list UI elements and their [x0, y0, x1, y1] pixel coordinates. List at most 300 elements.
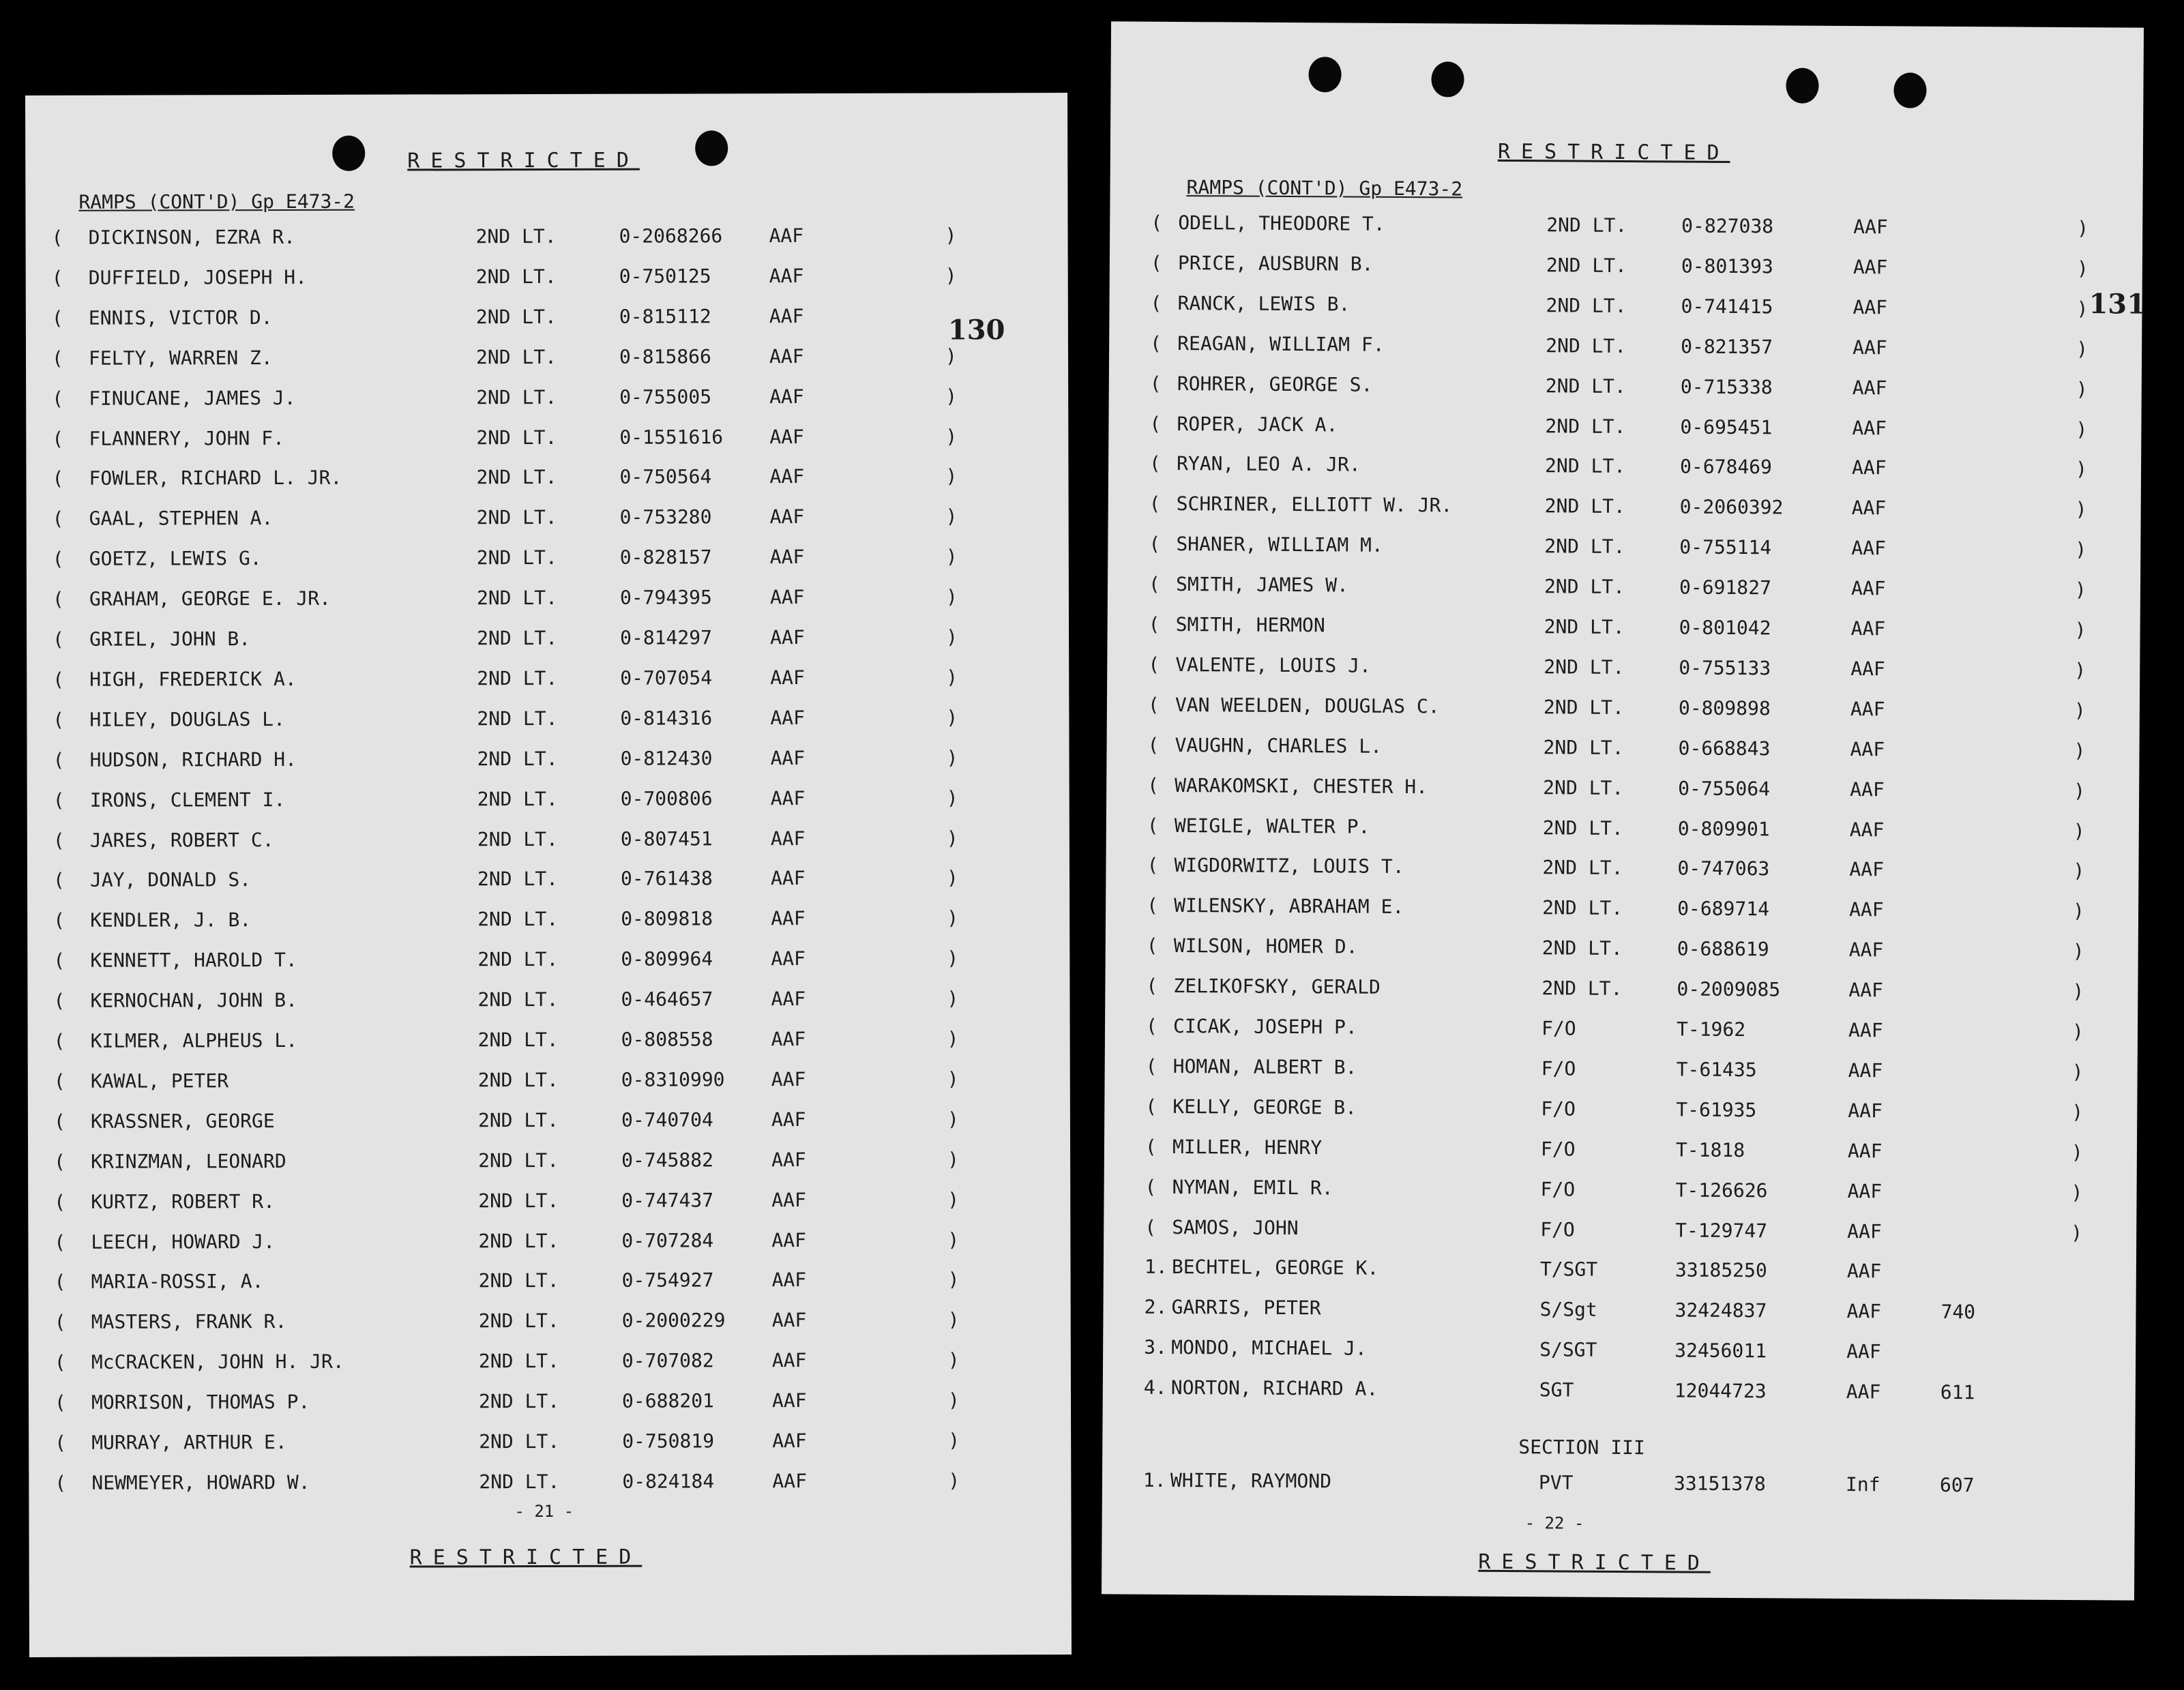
roster-serial: 0-750819: [622, 1429, 715, 1453]
roster-row: [28, 1228, 1070, 1258]
roster-unit: AAF: [1848, 979, 1884, 1002]
roster-row: [1109, 291, 2142, 325]
roster-close: ): [947, 1067, 959, 1091]
roster-rank: 2ND LT.: [475, 224, 557, 248]
roster-open: 3.: [1144, 1335, 1168, 1359]
roster-unit: AAF: [1853, 216, 1888, 239]
roster-unit: AAF: [1851, 496, 1887, 520]
roster-name: WEIGLE, WALTER P.: [1174, 814, 1370, 838]
roster-name: MONDO, MICHAEL J.: [1171, 1336, 1367, 1360]
roster-open: (: [1145, 1175, 1157, 1198]
roster-name: GRIEL, JOHN B.: [89, 627, 251, 651]
roster-open: (: [52, 427, 64, 450]
roster-unit: AAF: [1850, 697, 1885, 721]
page-footer: RESTRICTED: [409, 1545, 643, 1570]
roster-serial: 0-695451: [1680, 415, 1773, 439]
roster-rank: 2ND LT.: [478, 1148, 559, 1172]
roster-close: ): [947, 987, 959, 1010]
section-heading: SECTION III: [1518, 1436, 1645, 1459]
roster-open: (: [1147, 814, 1159, 837]
roster-close: ): [947, 1308, 960, 1331]
roster-unit: AAF: [1848, 938, 1884, 962]
roster-row: [1106, 733, 2139, 767]
roster-open: (: [1145, 1095, 1157, 1118]
roster-unit: AAF: [1852, 416, 1887, 439]
roster-row: [29, 1348, 1071, 1378]
roster-unit: AAF: [772, 1469, 807, 1493]
roster-row: [1108, 452, 2141, 486]
roster-close: ): [947, 1188, 960, 1211]
roster-open: (: [55, 1431, 67, 1454]
roster-unit: AAF: [769, 505, 805, 529]
right-page: [1102, 21, 2144, 1600]
roster-unit: AAF: [1850, 737, 1885, 761]
roster-close: ): [947, 1348, 960, 1372]
roster-open: 1.: [1144, 1256, 1168, 1279]
roster-serial: 0-755005: [619, 385, 712, 409]
roster-serial: 0-807451: [620, 827, 713, 850]
roster-rank: 2ND LT.: [479, 1429, 560, 1453]
roster-row: [27, 987, 1069, 1017]
roster-serial: 0-464657: [621, 988, 713, 1011]
roster-rank: 2ND LT.: [477, 666, 558, 690]
roster-unit: AAF: [771, 1108, 806, 1131]
roster-row: [1106, 773, 2139, 807]
roster-close: ): [947, 906, 959, 930]
roster-serial: 0-689714: [1677, 897, 1770, 921]
punch-hole: [1786, 68, 1818, 103]
roster-serial: 0-815866: [619, 345, 711, 368]
roster-row: [1108, 412, 2141, 445]
page-header: RESTRICTED: [407, 148, 640, 173]
roster-row: [1108, 572, 2140, 606]
roster-close: ): [945, 224, 957, 247]
roster-row: [28, 1027, 1070, 1057]
roster-serial: 0-755133: [1679, 656, 1771, 680]
roster-row: [27, 906, 1069, 936]
roster-serial: 0-747437: [621, 1188, 714, 1212]
roster-rank: F/O: [1540, 1137, 1576, 1161]
roster-name: JARES, ROBERT C.: [89, 828, 274, 852]
roster-unit: AAF: [771, 1349, 807, 1372]
roster-row: [27, 545, 1069, 575]
roster-unit: AAF: [1849, 898, 1884, 921]
punch-hole: [1431, 61, 1464, 97]
roster-unit: AAF: [1850, 777, 1885, 801]
roster-row: [29, 1469, 1071, 1499]
roster-close: ): [948, 1429, 960, 1452]
roster-open: (: [53, 869, 65, 892]
roster-serial: 0-700806: [620, 786, 713, 810]
roster-open: (: [54, 1230, 66, 1254]
roster-close: ): [946, 706, 958, 729]
roster-name: SAMOS, JOHN: [1172, 1215, 1299, 1239]
roster-row: [29, 1308, 1071, 1338]
roster-row: [1103, 1376, 2136, 1409]
roster-name: GRAHAM, GEORGE E. JR.: [89, 587, 331, 610]
roster-row: [27, 706, 1069, 736]
roster-rank: 2ND LT.: [476, 506, 557, 529]
roster-unit: AAF: [1847, 1139, 1883, 1163]
roster-serial: 0-809901: [1677, 816, 1770, 840]
roster-close: ): [2073, 819, 2085, 842]
roster-row: [1109, 331, 2142, 365]
roster-rank: 2ND LT.: [476, 546, 557, 569]
roster-serial: 0-715338: [1680, 375, 1773, 398]
roster-row: [1104, 1095, 2137, 1128]
roster-rank: 2ND LT.: [1542, 856, 1623, 880]
roster-close: ): [2075, 458, 2088, 481]
roster-name: KILMER, ALPHEUS L.: [90, 1028, 298, 1052]
roster-row: [27, 505, 1069, 535]
roster-row: [27, 866, 1069, 896]
roster-row: [1106, 814, 2139, 847]
roster-rank: S/Sgt: [1539, 1298, 1597, 1322]
roster-unit: AAF: [1846, 1260, 1882, 1283]
roster-close: ): [2071, 1060, 2084, 1084]
roster-row: [1104, 1256, 2136, 1289]
roster-row: [27, 827, 1069, 857]
roster-unit: AAF: [1850, 617, 1886, 640]
roster-serial: 0-754927: [621, 1269, 714, 1292]
roster-row: [26, 464, 1068, 494]
roster-rank: 2ND LT.: [478, 1309, 559, 1333]
roster-name: GARRIS, PETER: [1171, 1296, 1321, 1320]
roster-rank: 2ND LT.: [477, 827, 558, 850]
roster-close: ): [947, 1228, 960, 1251]
roster-close: ): [946, 786, 958, 810]
roster-row: [1104, 1175, 2136, 1209]
roster-serial: 0-827038: [1681, 214, 1774, 238]
roster-open: (: [51, 226, 63, 249]
roster-name: ROPER, JACK A.: [1177, 412, 1338, 436]
roster-open: (: [52, 467, 64, 490]
roster-unit: AAF: [771, 1309, 807, 1332]
roster-name: SCHRINER, ELLIOTT W. JR.: [1176, 492, 1453, 517]
roster-unit: AAF: [1846, 1300, 1882, 1323]
roster-open: (: [1149, 452, 1162, 475]
roster-row: [1103, 1336, 2136, 1369]
roster-unit: AAF: [770, 867, 806, 890]
roster-close: ): [2076, 337, 2089, 360]
roster-name: KENDLER, J. B.: [90, 908, 252, 932]
roster-close: ): [2074, 739, 2086, 762]
roster-rank: 2ND LT.: [1544, 655, 1625, 679]
roster-name: FINUCANE, JAMES J.: [89, 386, 296, 410]
roster-name: VALENTE, LOUIS J.: [1175, 653, 1371, 677]
roster-open: (: [1149, 412, 1162, 435]
roster-close: ): [2075, 498, 2087, 521]
roster-serial: 0-814297: [620, 626, 712, 649]
margin-page-number: 131: [2089, 288, 2146, 321]
roster-unit: AAF: [1852, 376, 1887, 399]
roster-rank: 2ND LT.: [475, 265, 557, 288]
roster-open: (: [51, 266, 63, 289]
roster-name: KURTZ, ROBERT R.: [91, 1189, 276, 1213]
roster-rank: 2ND LT.: [1544, 494, 1625, 518]
roster-name: FELTY, WARREN Z.: [88, 346, 273, 370]
roster-open: (: [53, 989, 65, 1012]
roster-name: ODELL, THEODORE T.: [1178, 211, 1385, 235]
roster-unit: AAF: [1848, 1019, 1883, 1042]
roster-unit: AAF: [771, 1228, 807, 1251]
roster-open: (: [1148, 653, 1160, 676]
roster-row: [1105, 1054, 2138, 1088]
roster-open: (: [53, 1029, 65, 1052]
roster-row: [1106, 854, 2138, 887]
roster-serial: T-1962: [1676, 1018, 1746, 1041]
roster-serial: 32456011: [1674, 1339, 1767, 1363]
roster-open: (: [1150, 251, 1162, 274]
roster-rank: 2ND LT.: [1544, 575, 1625, 599]
roster-name: MURRAY, ARTHUR E.: [91, 1431, 287, 1454]
roster-unit: AAF: [769, 546, 805, 569]
roster-row: [1108, 492, 2141, 526]
roster-row: [27, 947, 1069, 977]
roster-open: (: [1151, 211, 1163, 234]
roster-name: KERNOCHAN, JOHN B.: [90, 989, 297, 1012]
roster-row: [1106, 894, 2138, 928]
roster-close: ): [947, 1148, 959, 1171]
roster-serial: T-126626: [1675, 1178, 1768, 1202]
roster-rank: 2ND LT.: [478, 1390, 560, 1413]
roster-row: [29, 1268, 1071, 1298]
roster-unit: AAF: [1850, 577, 1886, 600]
roster-unit: AAF: [770, 626, 805, 649]
roster-serial: T-61435: [1676, 1058, 1757, 1082]
roster-unit: AAF: [771, 988, 806, 1011]
roster-rank: 2ND LT.: [1544, 535, 1625, 559]
roster-rank: 2ND LT.: [1545, 374, 1626, 398]
roster-serial: 0-755064: [1678, 777, 1771, 800]
roster-unit: AAF: [769, 465, 805, 488]
roster-row: [1105, 974, 2138, 1007]
roster-serial: 0-707284: [621, 1228, 714, 1252]
group-heading: RAMPS (CONT'D) Gp E473-2: [1186, 176, 1463, 201]
roster-serial: 0-753280: [619, 505, 712, 529]
roster-rank: 2ND LT.: [476, 426, 557, 449]
roster-unit: AAF: [769, 425, 804, 448]
roster-row: [28, 1108, 1070, 1138]
roster-name: REAGAN, WILLIAM F.: [1177, 331, 1385, 356]
roster-open: (: [1145, 1054, 1157, 1078]
roster-name: ROHRER, GEORGE S.: [1177, 372, 1373, 396]
roster-serial: 0-741415: [1681, 295, 1773, 318]
roster-close: ): [945, 585, 958, 608]
roster-serial: 0-824184: [622, 1470, 715, 1493]
roster-open: (: [1145, 1014, 1158, 1037]
roster-serial: 0-747063: [1677, 857, 1770, 880]
roster-rank: 2ND LT.: [1544, 454, 1626, 478]
roster-serial: 0-801042: [1679, 616, 1771, 640]
roster-rank: 2ND LT.: [1541, 977, 1623, 1000]
roster-unit: AAF: [771, 1028, 806, 1051]
roster-serial: 0-8310990: [621, 1068, 725, 1091]
roster-name: MILLER, HENRY: [1172, 1135, 1323, 1159]
roster-unit: AAF: [1846, 1380, 1881, 1404]
roster-serial: 0-707054: [620, 666, 713, 690]
roster-name: WILENSKY, ABRAHAM E.: [1174, 894, 1404, 919]
roster-serial: 0-745882: [621, 1148, 713, 1172]
roster-name: HILEY, DOUGLAS L.: [89, 707, 286, 731]
roster-open: (: [54, 1190, 66, 1213]
roster-rank: S/SGT: [1539, 1338, 1597, 1361]
roster-unit: AAF: [772, 1429, 807, 1453]
roster-row: [1105, 1014, 2138, 1048]
roster-rank: 2ND LT.: [478, 1229, 559, 1252]
roster-close: ): [2074, 698, 2086, 722]
roster-open: (: [1148, 612, 1160, 636]
roster-open: (: [53, 1069, 65, 1093]
roster-rank: 2ND LT.: [477, 787, 558, 810]
roster-row: [26, 264, 1068, 294]
roster-name: GAAL, STEPHEN A.: [89, 507, 274, 531]
roster-serial: 33185250: [1674, 1258, 1767, 1282]
roster-row: [27, 746, 1069, 776]
roster-name: HOMAN, ALBERT B.: [1172, 1054, 1357, 1079]
roster-open: (: [52, 387, 64, 410]
roster-open: (: [53, 788, 65, 812]
roster-close: ): [2071, 1100, 2084, 1123]
roster-row: [29, 1429, 1071, 1459]
roster-row: [1106, 934, 2138, 968]
roster-open: 4.: [1143, 1376, 1167, 1399]
roster-rank: 2ND LT.: [477, 1108, 559, 1132]
page-number: - 22 -: [1524, 1513, 1584, 1533]
roster-open: (: [52, 507, 64, 531]
roster-open: (: [1148, 572, 1160, 595]
roster-name: WILSON, HOMER D.: [1173, 934, 1358, 958]
roster-name: KRINZMAN, LEONARD: [91, 1149, 286, 1173]
roster-unit: AAF: [1850, 657, 1885, 681]
punch-hole: [695, 130, 728, 166]
roster-close: ): [2073, 900, 2085, 923]
roster-unit: AAF: [1848, 1099, 1883, 1123]
roster-serial: T-129747: [1675, 1218, 1768, 1242]
roster-extra: 740: [1940, 1301, 1976, 1324]
roster-open: (: [52, 587, 64, 610]
roster-serial: 0-815112: [619, 305, 711, 328]
roster-name: ZELIKOFSKY, GERALD: [1173, 975, 1381, 998]
roster-name: SMITH, JAMES W.: [1175, 573, 1348, 597]
roster-serial: 0-668843: [1678, 737, 1771, 760]
roster-serial: 0-809818: [621, 907, 713, 931]
roster-unit: AAF: [770, 746, 806, 769]
roster-serial: 33151378: [1673, 1472, 1766, 1496]
roster-open: (: [51, 306, 63, 329]
roster-row: [1110, 211, 2142, 244]
roster-name: MORRISON, THOMAS P.: [91, 1391, 310, 1414]
roster-row: [1107, 653, 2140, 686]
roster-rank: 2ND LT.: [1542, 896, 1623, 920]
roster-name: WIGDORWITZ, LOUIS T.: [1174, 854, 1404, 878]
roster-row: [1102, 1468, 2135, 1502]
roster-rank: 2ND LT.: [1543, 775, 1624, 799]
roster-row: [1104, 1135, 2137, 1168]
roster-name: MARIA-ROSSI, A.: [91, 1270, 264, 1294]
roster-open: (: [1147, 693, 1160, 716]
roster-open: (: [51, 346, 63, 370]
roster-unit: AAF: [771, 1148, 806, 1171]
roster-open: (: [1147, 854, 1159, 877]
roster-close: ): [945, 505, 958, 528]
roster-open: (: [52, 548, 64, 571]
roster-rank: 2ND LT.: [478, 1269, 559, 1292]
roster-close: ): [2071, 1221, 2083, 1244]
roster-unit: AAF: [1847, 1179, 1883, 1202]
roster-open: (: [1149, 372, 1162, 395]
roster-name: DICKINSON, EZRA R.: [88, 225, 296, 249]
roster-open: (: [53, 627, 64, 651]
roster-name: HIGH, FREDERICK A.: [89, 667, 297, 691]
roster-serial: 0-809898: [1678, 696, 1771, 720]
roster-close: ): [945, 344, 957, 368]
page-header: RESTRICTED: [1497, 139, 1730, 165]
roster-open: (: [54, 1271, 66, 1294]
roster-name: SMITH, HERMON: [1175, 612, 1325, 637]
roster-rank: 2ND LT.: [477, 1068, 559, 1092]
roster-unit: AAF: [770, 666, 805, 690]
roster-unit: AAF: [1853, 336, 1887, 359]
roster-row: [26, 224, 1068, 254]
roster-rank: 2ND LT.: [477, 707, 558, 730]
roster-unit: AAF: [770, 706, 806, 729]
margin-page-number: 130: [947, 314, 1005, 346]
roster-rank: 2ND LT.: [477, 988, 559, 1011]
roster-rank: 2ND LT.: [1541, 936, 1623, 960]
roster-close: ): [2077, 217, 2089, 240]
punch-hole: [1308, 57, 1341, 92]
roster-name: VAUGHN, CHARLES L.: [1175, 733, 1383, 758]
roster-name: KRASSNER, GEORGE: [90, 1109, 275, 1133]
roster-unit: AAF: [770, 786, 806, 810]
roster-unit: AAF: [1851, 456, 1887, 479]
roster-unit: AAF: [771, 907, 806, 930]
roster-open: (: [53, 1110, 65, 1133]
roster-serial: T-1818: [1675, 1138, 1745, 1161]
roster-name: ENNIS, VICTOR D.: [88, 306, 273, 329]
roster-rank: 2ND LT.: [478, 1189, 559, 1212]
roster-row: [1107, 693, 2140, 726]
roster-serial: 0-794395: [619, 586, 712, 609]
roster-rank: SGT: [1539, 1378, 1574, 1402]
roster-rank: 2ND LT.: [1544, 615, 1625, 639]
roster-rank: 2ND LT.: [1543, 735, 1624, 759]
roster-unit: AAF: [1849, 818, 1885, 841]
roster-rank: 2ND LT.: [1545, 414, 1626, 438]
roster-serial: 0-678469: [1679, 455, 1773, 479]
roster-rank: F/O: [1541, 1017, 1576, 1040]
roster-serial: 0-2068266: [619, 224, 723, 248]
roster-open: 1.: [1142, 1468, 1166, 1492]
roster-close: ): [2071, 1181, 2083, 1204]
roster-close: ): [2072, 980, 2084, 1003]
roster-open: 2.: [1144, 1296, 1168, 1319]
roster-name: HUDSON, RICHARD H.: [89, 747, 297, 771]
roster-open: (: [54, 1391, 66, 1414]
roster-rank: F/O: [1540, 1217, 1575, 1241]
roster-unit: AAF: [771, 1067, 806, 1091]
roster-serial: 0-761438: [620, 867, 713, 891]
roster-close: ): [945, 424, 958, 447]
roster-unit: AAF: [1847, 1219, 1882, 1243]
roster-rank: 2ND LT.: [1543, 696, 1625, 719]
punch-hole: [1893, 72, 1926, 108]
roster-close: ): [2076, 256, 2089, 280]
roster-open: (: [1147, 894, 1159, 917]
roster-rank: 2ND LT.: [476, 385, 557, 409]
roster-serial: 0-821357: [1681, 335, 1773, 359]
